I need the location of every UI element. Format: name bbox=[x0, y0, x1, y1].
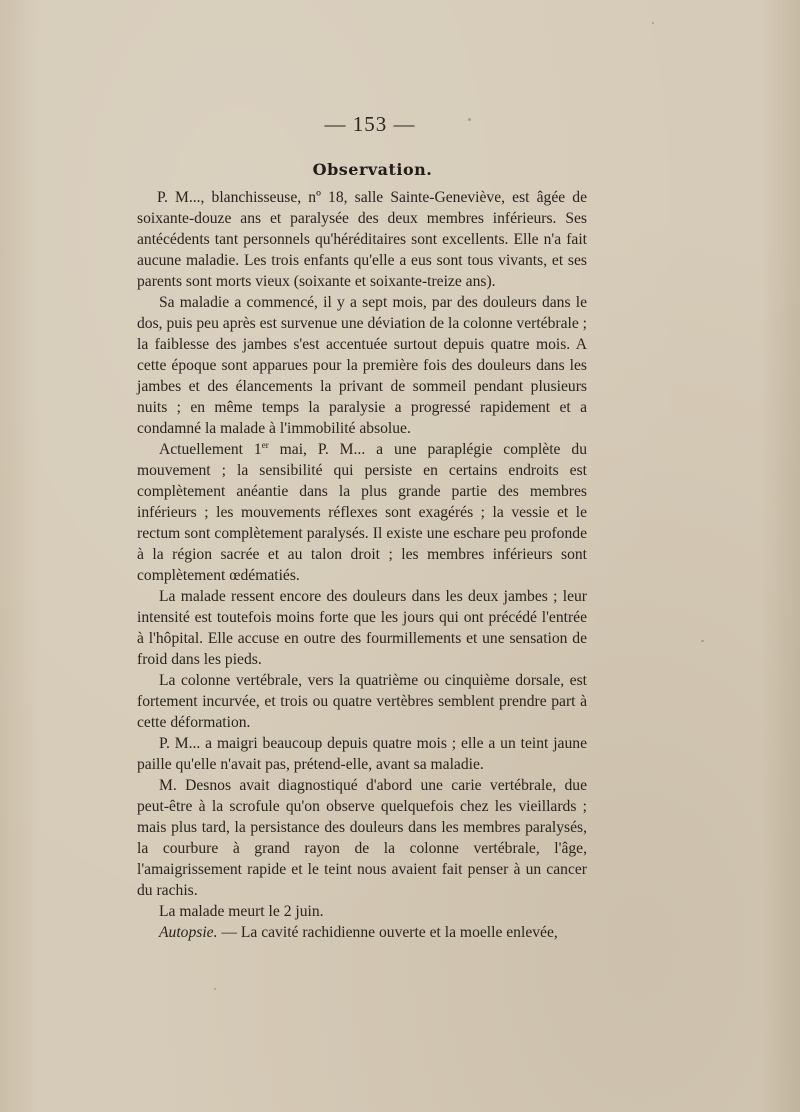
paper-speck bbox=[701, 640, 704, 642]
paper-speck bbox=[652, 22, 654, 24]
paragraph-text: — La cavité rachidienne ouverte et la moelle enlevée, bbox=[217, 924, 558, 941]
paper-speck bbox=[214, 988, 216, 990]
paragraph: Sa maladie a commencé, il y a sept mois, par des douleurs dans le dos, puis peu après est survenue une déviation de la colonne vertébrale ; la faiblesse des jambes s'est accentuée surtout depuis quatre mois. A cette époque sont apparues pour la première fois des douleurs dans les jambes et des élancements la privant de sommeil pendant plusieurs nuits ; en même temps la paralysie a progressé rapidement et a condamné la malade à l'immobilité absolue. bbox=[137, 294, 587, 437]
paragraph: P. M... a maigri beaucoup depuis quatre mois ; elle a un teint jaune paille qu'elle n'avait pas, prétend-elle, avant sa maladie. bbox=[137, 735, 587, 773]
paragraph: P. M..., blanchisseuse, nº 18, salle Sainte-Geneviève, est âgée de soixante-douze ans et paralysée des deux membres inférieurs. Ses antécédents tant personnels qu'héréditaires sont excellents. Elle n'a fait aucune maladie. Les trois enfants qu'elle a eus sont tous vivants, et ses parents sont morts vieux (soixante et soixante-treize ans). bbox=[137, 189, 587, 290]
italic-label: Autopsie. bbox=[159, 924, 218, 941]
paragraph: La malade meurt le 2 juin. bbox=[159, 903, 324, 920]
paragraph: M. Desnos avait diagnostiqué d'abord une carie vertébrale, due peut-être à la scrofule qu'on observe quelquefois chez les vieillards ; mais plus tard, la persistance des douleurs dans les membres paralysés, la courbure à grand rayon de la colonne vertébrale, l'âge, l'amaigrissement rapide et le teint nous avaient fait penser à un cancer du rachis. bbox=[137, 777, 587, 899]
paragraph bbox=[137, 922, 587, 943]
page-number: — 153 — bbox=[324, 112, 416, 136]
section-heading: Observation. bbox=[312, 160, 433, 179]
paragraph: La colonne vertébrale, vers la quatrième ou cinquième dorsale, est fortement incurvée, et trois ou quatre vertèbres semblent prendre part à cette déformation. bbox=[137, 672, 587, 731]
paper-speck bbox=[468, 118, 471, 121]
body-text bbox=[137, 187, 587, 943]
paragraph-text-start: Actuellement 1 bbox=[159, 441, 262, 458]
superscript: er bbox=[261, 439, 269, 450]
paragraph bbox=[137, 439, 587, 586]
paragraph-text-end: mai, P. M... a une paraplégie complète du mouvement ; la sensibilité qui persiste en certains endroits est complètement anéantie dans la plus grande partie des membres inférieurs ; les mouvements réflexes sont exagérés ; la vessie et le rectum sont complètement paralysés. Il existe une eschare peu profonde à la région sacrée et au talon droit ; les membres inférieurs sont complètement œdématiés. bbox=[137, 441, 587, 584]
paragraph: La malade ressent encore des douleurs dans les deux jambes ; leur intensité est toutefois moins forte que les jours qui ont précédé l'entrée à l'hôpital. Elle accuse en outre des fourmillements et une sensation de froid dans les pieds. bbox=[137, 588, 587, 668]
